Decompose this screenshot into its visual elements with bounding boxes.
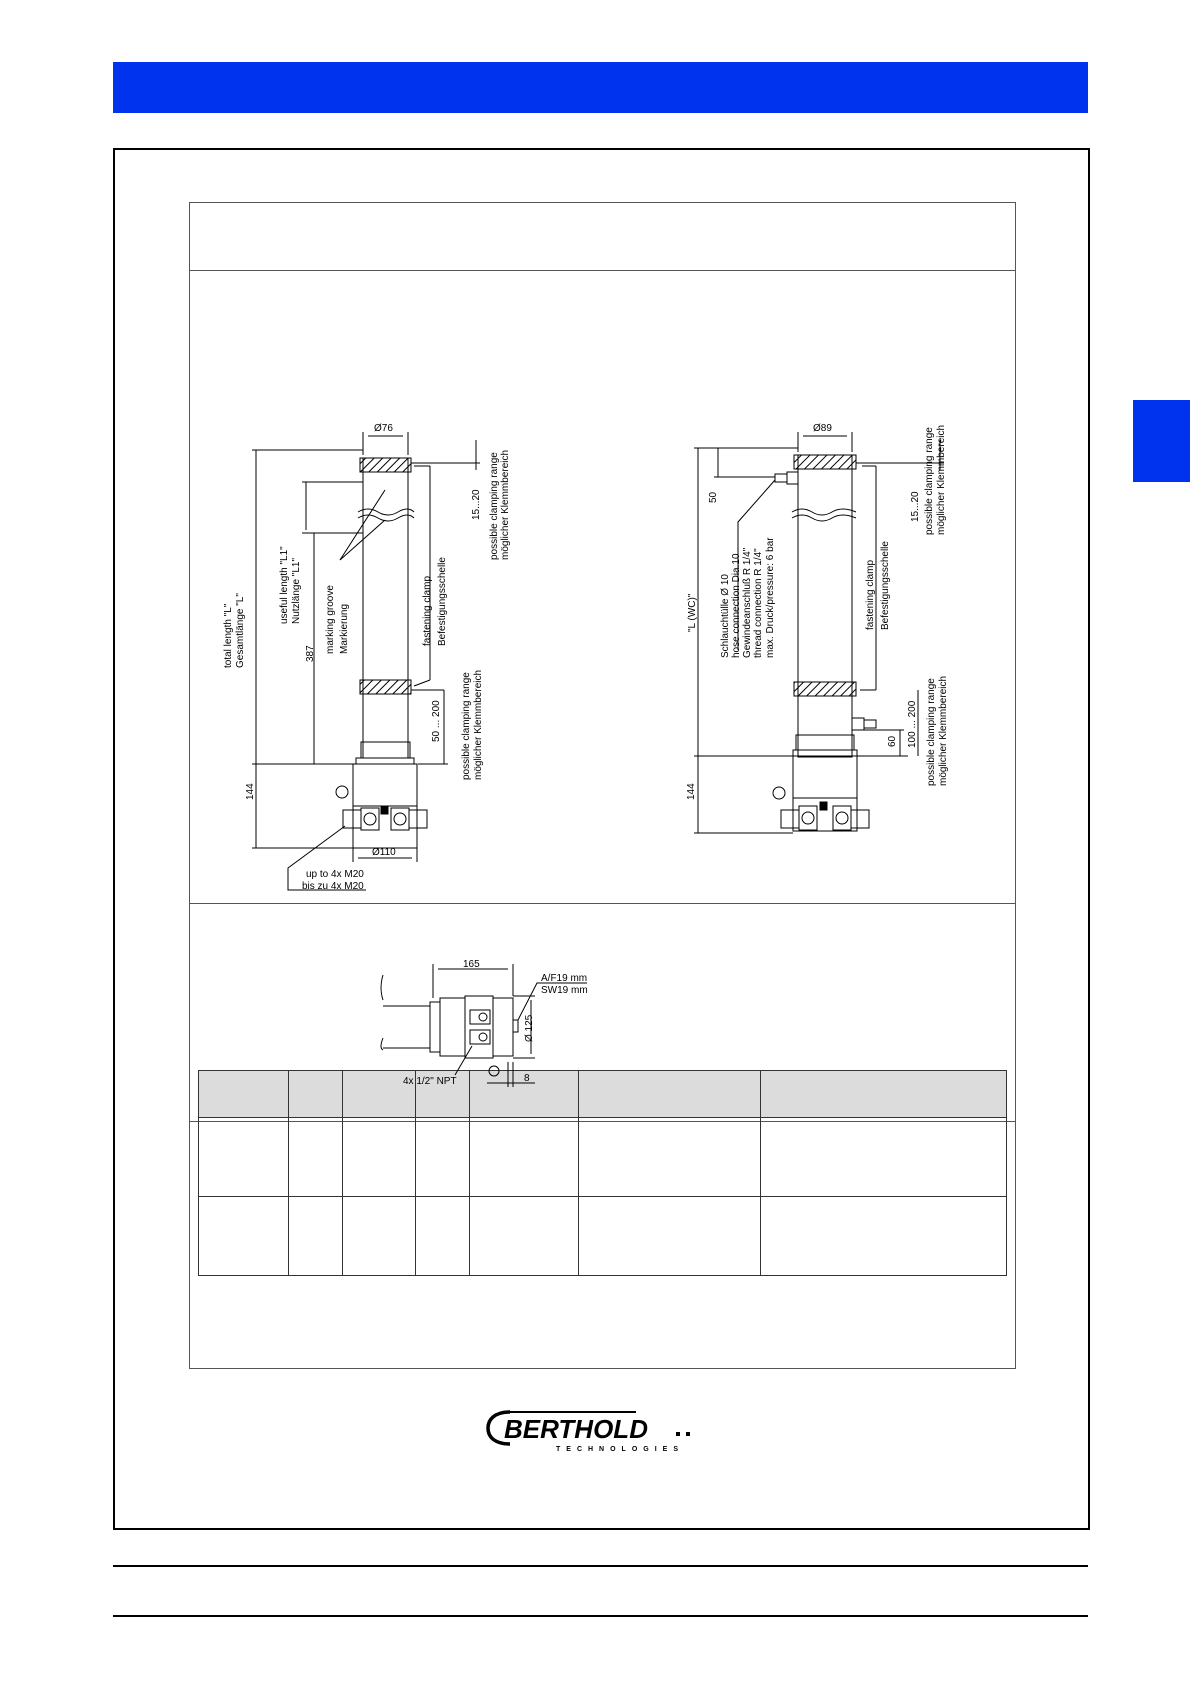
clamp-bottom-label-de: möglicher Klemmbereich <box>473 669 484 780</box>
footer-rule-top <box>113 1565 1088 1567</box>
footer-rule-bottom <box>113 1615 1088 1617</box>
right-drawing-labels <box>686 423 949 800</box>
top-clamp <box>794 455 856 469</box>
dim-387: 387 <box>305 645 316 662</box>
clamp-top-range: 15...20 <box>471 489 482 520</box>
berthold-logo <box>486 1404 716 1456</box>
cable-label-en: up to 4x M20 <box>306 869 364 880</box>
marking-label-en: marking groove <box>325 585 336 654</box>
cable-label-de: bis zu 4x M20 <box>302 881 364 892</box>
dim-50: 50 <box>708 491 719 503</box>
dim-60: 60 <box>887 735 898 747</box>
clamp-bottom-label-en: possible clamping range <box>461 672 472 780</box>
cable-gland <box>409 810 427 828</box>
cable-gland <box>343 810 361 828</box>
dia-top-label: Ø89 <box>813 423 832 434</box>
bottom-clamp <box>794 682 856 696</box>
af-label-en: A/F19 mm <box>541 973 588 984</box>
logo-wordmark: BERTHOLD <box>504 1414 648 1444</box>
fastening-label-de: Befestigungsschelle <box>437 557 448 646</box>
dia-base-label: Ø110 <box>372 847 396 858</box>
clamp-top-label-de: möglicher Klemmbereich <box>936 424 947 535</box>
npt-label: 4x 1/2" NPT <box>403 1076 457 1087</box>
dim-144: 144 <box>686 783 697 800</box>
top-clamp <box>360 458 411 472</box>
dia-top-label: Ø76 <box>374 423 393 434</box>
clamp-top-label-en: possible clamping range <box>489 452 500 560</box>
dim-165: 165 <box>463 959 480 970</box>
af-label-de: SW19 mm <box>541 985 588 996</box>
clamp-bottom-range: 50 ... 200 <box>431 700 442 742</box>
clamp-bottom-label-de: möglicher Klemmbereich <box>938 675 949 786</box>
clamp-top-range: 15...20 <box>910 491 921 522</box>
hose-label-4: thread connection R 1/4" <box>753 548 764 658</box>
hose-label-5: max. Druck/pressure: 6 bar <box>765 537 776 658</box>
hose-label-2: hose connection Dia.10 <box>731 553 742 658</box>
hose-label-3: Gewindeanschluß R 1/4" <box>742 547 753 658</box>
length-wc: "L (WC)" <box>687 593 698 632</box>
useful-length-de: Nutzlänge "L1" <box>291 557 302 624</box>
bottom-clamp <box>360 680 411 694</box>
dim-8: 8 <box>524 1073 530 1084</box>
hose-label-1: Schlauchtülle Ø 10 <box>720 574 731 658</box>
side-view-labels <box>403 959 588 1087</box>
clamp-bottom-range: 100 ... 200 <box>907 700 918 748</box>
fastening-label-en: fastening clamp <box>865 559 876 630</box>
left-detector-drawing <box>252 432 480 890</box>
useful-length-en: useful length "L1" <box>279 546 290 624</box>
fastening-label-de: Befestigungsschelle <box>880 541 891 630</box>
clamp-bottom-label-en: possible clamping range <box>926 678 937 786</box>
dim-144: 144 <box>245 783 256 800</box>
total-length-de: Gesamtlänge "L" <box>235 593 246 668</box>
fastening-label-en: fastening clamp <box>422 575 433 646</box>
dia-125: Ø 125 <box>524 1014 535 1042</box>
clamp-top-label-de: möglicher Klemmbereich <box>500 449 511 560</box>
clamp-top-label-en: possible clamping range <box>924 427 935 535</box>
logo-subtitle: TECHNOLOGIES <box>556 1446 685 1453</box>
total-length-en: total length "L" <box>223 603 234 668</box>
left-drawing-labels <box>223 423 511 892</box>
marking-label-de: Markierung <box>339 603 350 654</box>
